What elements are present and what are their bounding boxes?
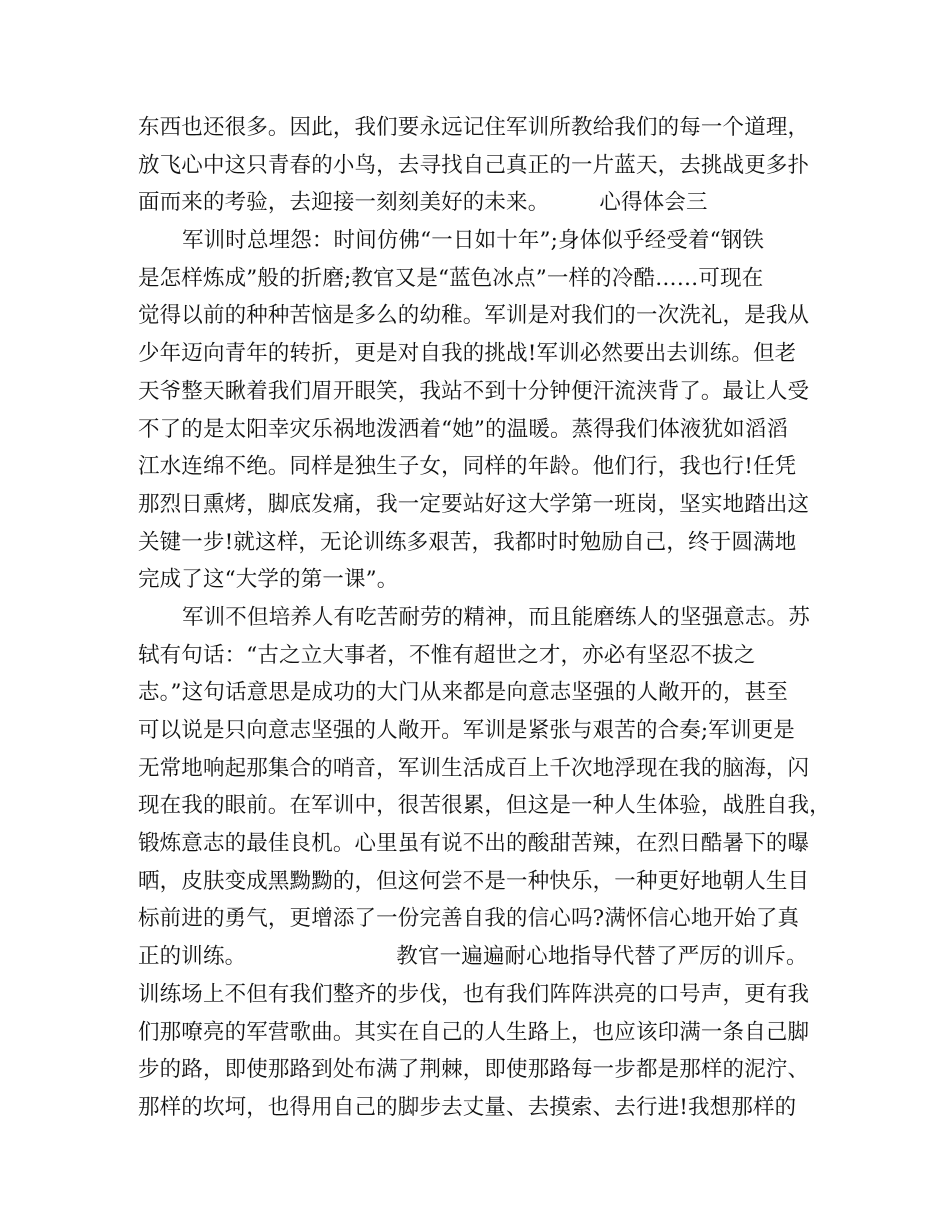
text-line: 无常地响起那集合的哨音，军训生活成百上千次地浮现在我的脑海，闪 bbox=[138, 755, 810, 781]
text-line: 不了的是太阳幸灾乐祸地泼洒着“她”的温暖。蒸得我们体液犹如滔滔 bbox=[138, 416, 789, 442]
text-line: 关键一步!就这样，无论训练多艰苦，我都时时勉励自己，终于圆满地 bbox=[138, 529, 797, 555]
text-segment: 教官一遍遍耐心地指导代替了严厉的训斥。 bbox=[396, 944, 808, 970]
section-heading: 心得体会三 bbox=[599, 190, 708, 216]
text-line: 是怎样炼成”般的折磨;教官又是“蓝色冰点”一样的冷酷……可现在 bbox=[138, 265, 764, 291]
text-line: 步的路，即使那路到处布满了荆棘，即使那路每一步都是那样的泥泞、 bbox=[138, 1057, 810, 1083]
text-line bbox=[138, 184, 818, 222]
text-line: 标前进的勇气，更增添了一份完善自我的信心吗?满怀信心地开始了真 bbox=[138, 906, 800, 932]
text-line: 可以说是只向意志坚强的人敞开。军训是紧张与艰苦的合奏;军训更是 bbox=[138, 718, 795, 743]
body-text bbox=[138, 109, 831, 1127]
text-line bbox=[138, 938, 818, 976]
text-line: 天爷整天瞅着我们眉开眼笑，我站不到十分钟便汗流浃背了。最让人受 bbox=[138, 378, 810, 404]
text-line: 志。”这句话意思是成功的大门从来都是向意志坚强的人敞开的，甚至 bbox=[138, 680, 788, 706]
text-line: 训练场上不但有我们整齐的步伐，也有我们阵阵洪亮的口号声，更有我 bbox=[138, 981, 810, 1007]
text-line: 那样的坎坷，也得用自己的脚步去丈量、去摸索、去行进!我想那样的 bbox=[138, 1094, 797, 1120]
text-segment: 面而来的考验，去迎接一刻刻美好的未来。 bbox=[138, 190, 550, 216]
text-line: 放飞心中这只青春的小鸟，去寻找自己真正的一片蓝天，去挑战更多扑 bbox=[138, 152, 810, 178]
paragraph-first-line: 军训不但培养人有吃苦耐劳的精神，而且能磨练人的坚强意志。苏 bbox=[182, 604, 810, 630]
text-line: 们那嘹亮的军营歌曲。其实在自己的人生路上，也应该印满一条自己脚 bbox=[138, 1019, 810, 1045]
text-line: 现在我的眼前。在军训中，很苦很累，但这是一种人生体验，战胜自我， bbox=[138, 793, 831, 819]
text-line: 江水连绵不绝。同样是独生子女，同样的年龄。他们行，我也行!任凭 bbox=[138, 454, 797, 480]
text-line: 觉得以前的种种苦恼是多么的幼稚。军训是对我们的一次洗礼，是我从 bbox=[138, 303, 810, 329]
paragraph-first-line: 军训时总埋怨：时间仿佛“一日如十年”;身体似乎经受着“钢铁 bbox=[182, 228, 765, 254]
text-line: 少年迈向青年的转折，更是对自我的挑战!军训必然要出去训练。但老 bbox=[138, 341, 797, 367]
text-line: 完成了这“大学的第一课”。 bbox=[138, 567, 399, 593]
text-line: 锻炼意志的最佳良机。心里虽有说不出的酸甜苦辣，在烈日酷暑下的曝 bbox=[138, 831, 810, 857]
text-line: 东西也还很多。因此，我们要永远记住军训所教给我们的每一个道理， bbox=[138, 115, 810, 140]
text-segment: 正的训练。 bbox=[138, 944, 247, 970]
text-line: 那烈日熏烤，脚底发痛，我一定要站好这大学第一班岗，坚实地踏出这 bbox=[138, 491, 810, 517]
text-line: 轼有句话：“古之立大事者，不惟有超世之才，亦必有坚忍不拔之 bbox=[138, 642, 756, 668]
text-line: 晒，皮肤变成黑黝黝的，但这何尝不是一种快乐，一种更好地朝人生目 bbox=[138, 868, 810, 894]
